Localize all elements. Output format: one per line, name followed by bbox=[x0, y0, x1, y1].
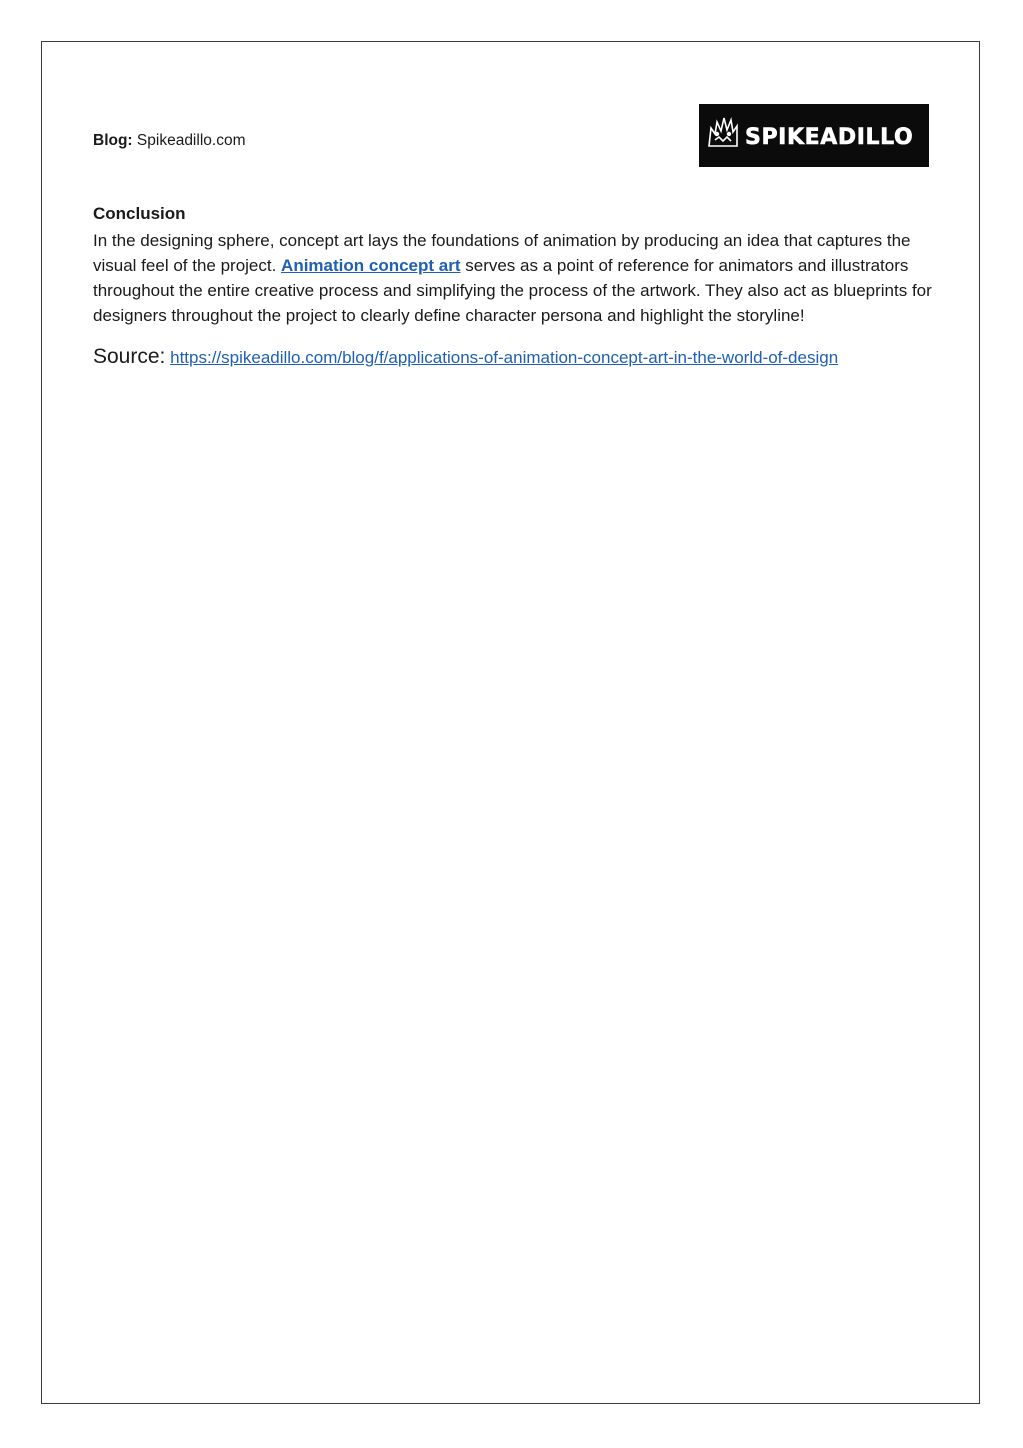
logo-wordmark: SPIKEADILLO bbox=[745, 125, 914, 150]
paragraph-text-start: In the designing sphere, concept art lays the foundations of animation by producing an idea that captures the visual feel of the project. bbox=[93, 231, 911, 275]
conclusion-paragraph bbox=[93, 228, 933, 328]
paragraph-text-end: serves as a point of reference for animators and illustrators throughout the entire creative process and simplifying the process of the artwork. They also act as blueprints for designers throughout the project to clearly define character persona and highlight the storyline! bbox=[93, 256, 932, 325]
blog-site-name: Spikeadillo.com bbox=[136, 132, 246, 149]
conclusion-section bbox=[93, 203, 943, 371]
armadillo-emblem-icon bbox=[709, 118, 737, 146]
blog-label: Blog: bbox=[93, 132, 133, 149]
source-label: Source: bbox=[93, 345, 166, 368]
spikeadillo-logo bbox=[699, 104, 929, 167]
animation-concept-art-link[interactable]: Animation concept art bbox=[281, 256, 461, 275]
source-url-link[interactable]: https://spikeadillo.com/blog/f/applications-of-animation-concept-art-in-the-world-of-design bbox=[170, 348, 839, 367]
section-heading: Conclusion bbox=[93, 204, 186, 223]
blog-header bbox=[93, 131, 245, 151]
source-line bbox=[93, 344, 913, 371]
